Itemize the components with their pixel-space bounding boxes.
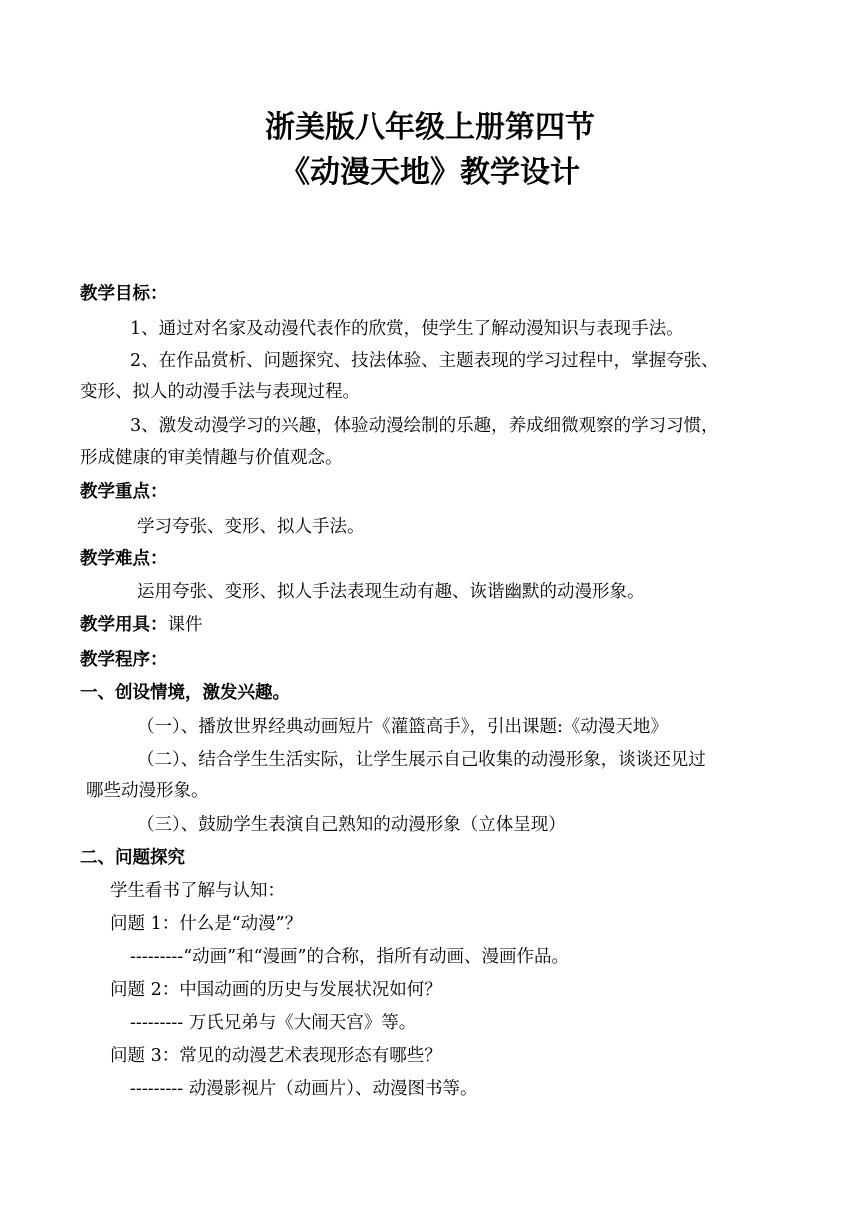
- tools-line: [80, 613, 790, 637]
- section-1-item-3: （三）、鼓励学生表演自己熟知的动漫形象（立体呈现）: [137, 815, 566, 835]
- section-1-heading: 一、创设情境，激发兴趣。: [80, 683, 290, 703]
- document-title-line-2: 《动漫天地》教学设计: [280, 155, 580, 190]
- section-1-item-2-line-1: （二）、结合学生生活实际，让学生展示自己收集的动漫形象，谈谈还见过: [137, 750, 706, 770]
- procedure-heading: 教学程序：: [80, 650, 168, 670]
- answer-3: --------- 动漫影视片（动画片）、动漫图书等。: [130, 1079, 478, 1099]
- key-points-heading: 教学重点：: [80, 482, 168, 502]
- section-2-intro: 学生看书了解与认知：: [110, 881, 285, 901]
- question-1: 问题 1：什么是“动漫”？: [110, 914, 303, 934]
- objectives-heading: 教学目标：: [80, 284, 168, 304]
- section-1-item-2-line-2: 哪些动漫形象。: [86, 781, 209, 801]
- question-2: 问题 2：中国动画的历史与发展状况如何？: [110, 980, 442, 1000]
- objective-3-line-1: 3、激发动漫学习的兴趣，体验动漫绘制的乐趣，养成细微观察的学习习惯，: [130, 416, 719, 436]
- objective-2-line-1: 2、在作品赏析、问题探究、技法体验、主题表现的学习过程中，掌握夸张、: [130, 351, 719, 371]
- tools-text: 课件: [167, 615, 203, 635]
- answer-2: --------- 万氏兄弟与《大闹天宫》等。: [130, 1013, 417, 1033]
- tools-heading: 教学用具：: [80, 615, 168, 635]
- section-2-heading: 二、问题探究: [80, 848, 185, 868]
- objective-3-line-2: 形成健康的审美情趣与价值观念。: [80, 448, 343, 468]
- section-1-item-1: （一）、播放世界经典动画短片《灌篮高手》，引出课题:《动漫天地》: [137, 717, 668, 737]
- document-title-line-1: 浙美版八年级上册第四节: [265, 110, 595, 145]
- key-points-text: 学习夸张、变形、拟人手法。: [137, 517, 365, 537]
- difficulties-text: 运用夸张、变形、拟人手法表现生动有趣、诙谐幽默的动漫形象。: [137, 582, 645, 602]
- question-3: 问题 3：常见的动漫艺术表现形态有哪些？: [110, 1046, 442, 1066]
- objective-1: 1、通过对名家及动漫代表作的欣赏，使学生了解动漫知识与表现手法。: [130, 319, 684, 339]
- objective-2-line-2: 变形、拟人的动漫手法与表现过程。: [80, 382, 360, 402]
- answer-1: ---------“动画”和“漫画”的合称，指所有动画、漫画作品。: [130, 947, 570, 967]
- difficulties-heading: 教学难点：: [80, 549, 168, 569]
